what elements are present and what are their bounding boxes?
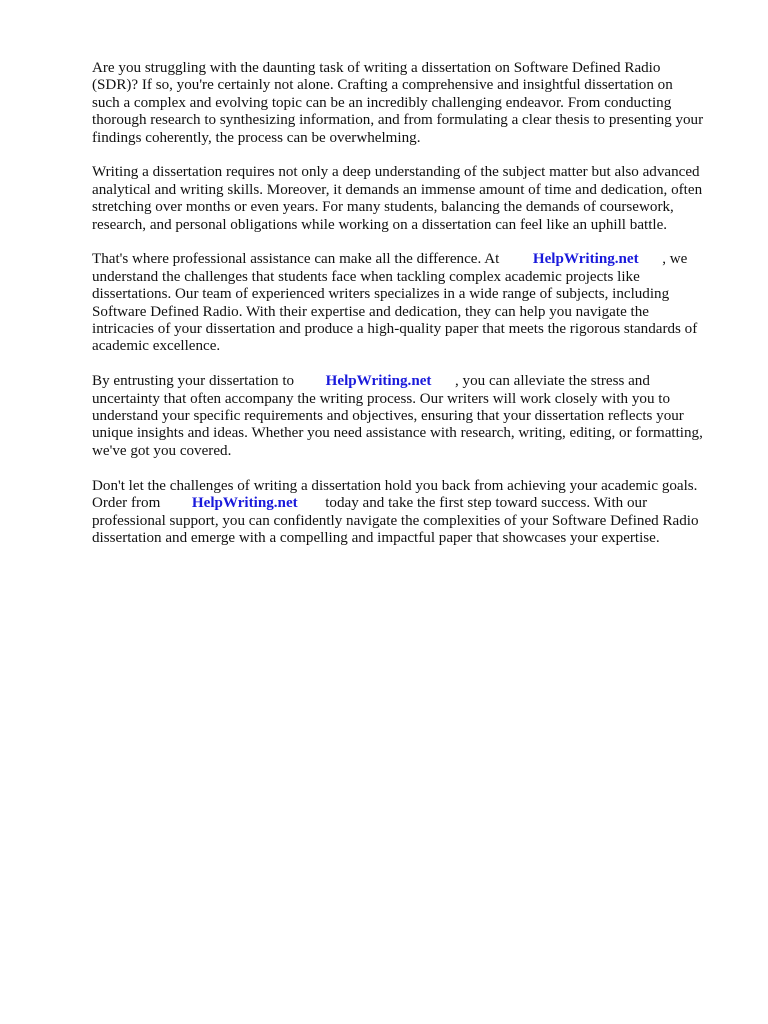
text-line: Are you struggling with the daunting task of writing a dissertation on Software Defined Radio	[92, 60, 661, 76]
text-line: intricacies of your dissertation and produce a high-quality paper that meets the rigorous standards of	[92, 321, 698, 338]
paragraph-assistance	[92, 251, 732, 355]
text-line	[92, 495, 732, 512]
text-line: dissertation and emerge with a compelling and impactful paper that showcases your expertise.	[92, 529, 660, 546]
text-line: understand the challenges that students face when tackling complex academic projects like	[92, 268, 640, 285]
paragraph-requirements	[92, 164, 732, 234]
text-fragment: today and take the first step toward success. With our	[325, 495, 648, 512]
text-fragment: Order from	[92, 495, 161, 512]
text-line: understand your specific requirements and objectives, ensuring that your dissertation reflects your	[92, 408, 684, 425]
text-fragment: That's where professional assistance can make all the difference. At	[92, 251, 500, 268]
text-line: uncertainty that often accompany the writing process. Our writers will work closely with you to	[92, 390, 671, 407]
text-line	[92, 373, 732, 390]
paragraph-intro	[92, 60, 732, 147]
text-line: Writing a dissertation requires not only a deep understanding of the subject matter but also advanced	[92, 164, 700, 181]
text-line: thorough research to synthesizing information, and from formulating a clear thesis to presenting your	[92, 112, 704, 129]
text-line: professional support, you can confidently navigate the complexities of your Software Defined Radio	[92, 512, 699, 529]
text-line: Don't let the challenges of writing a dissertation hold you back from achieving your academic goals.	[92, 477, 698, 494]
text-line: findings coherently, the process can be overwhelming.	[92, 129, 421, 146]
text-line: stretching over months or even years. For many students, balancing the demands of coursework,	[92, 199, 674, 216]
text-fragment: , we	[662, 251, 688, 268]
text-line: dissertations. Our team of experienced writers specializes in a wide range of subjects, including	[92, 286, 670, 303]
text-line: unique insights and ideas. Whether you need assistance with research, writing, editing, or formatting,	[92, 425, 703, 442]
paragraph-entrusting	[92, 373, 732, 460]
helpwriting-link[interactable]: HelpWriting.net	[325, 373, 432, 390]
document-body	[92, 60, 732, 565]
text-line: such a complex and evolving topic can be an incredibly challenging endeavor. From conducting	[92, 94, 672, 111]
paragraph-call-to-action	[92, 478, 732, 548]
text-line	[92, 251, 732, 268]
text-fragment: By entrusting your dissertation to	[92, 373, 295, 390]
helpwriting-link[interactable]: HelpWriting.net	[191, 495, 298, 512]
text-line: Software Defined Radio. With their expertise and dedication, they can help you navigate the	[92, 303, 649, 320]
text-line: we've got you covered.	[92, 442, 232, 459]
text-line: research, and personal obligations while working on a dissertation can feel like an uphill battle.	[92, 216, 668, 233]
text-fragment: , you can alleviate the stress and	[455, 373, 650, 390]
text-line: analytical and writing skills. Moreover, it demands an immense amount of time and dedication, often	[92, 181, 703, 198]
text-line: (SDR)? If so, you're certainly not alone. Crafting a comprehensive and insightful dissertation on	[92, 77, 673, 94]
text-line: academic excellence.	[92, 338, 221, 355]
helpwriting-link[interactable]: HelpWriting.net	[532, 251, 639, 268]
